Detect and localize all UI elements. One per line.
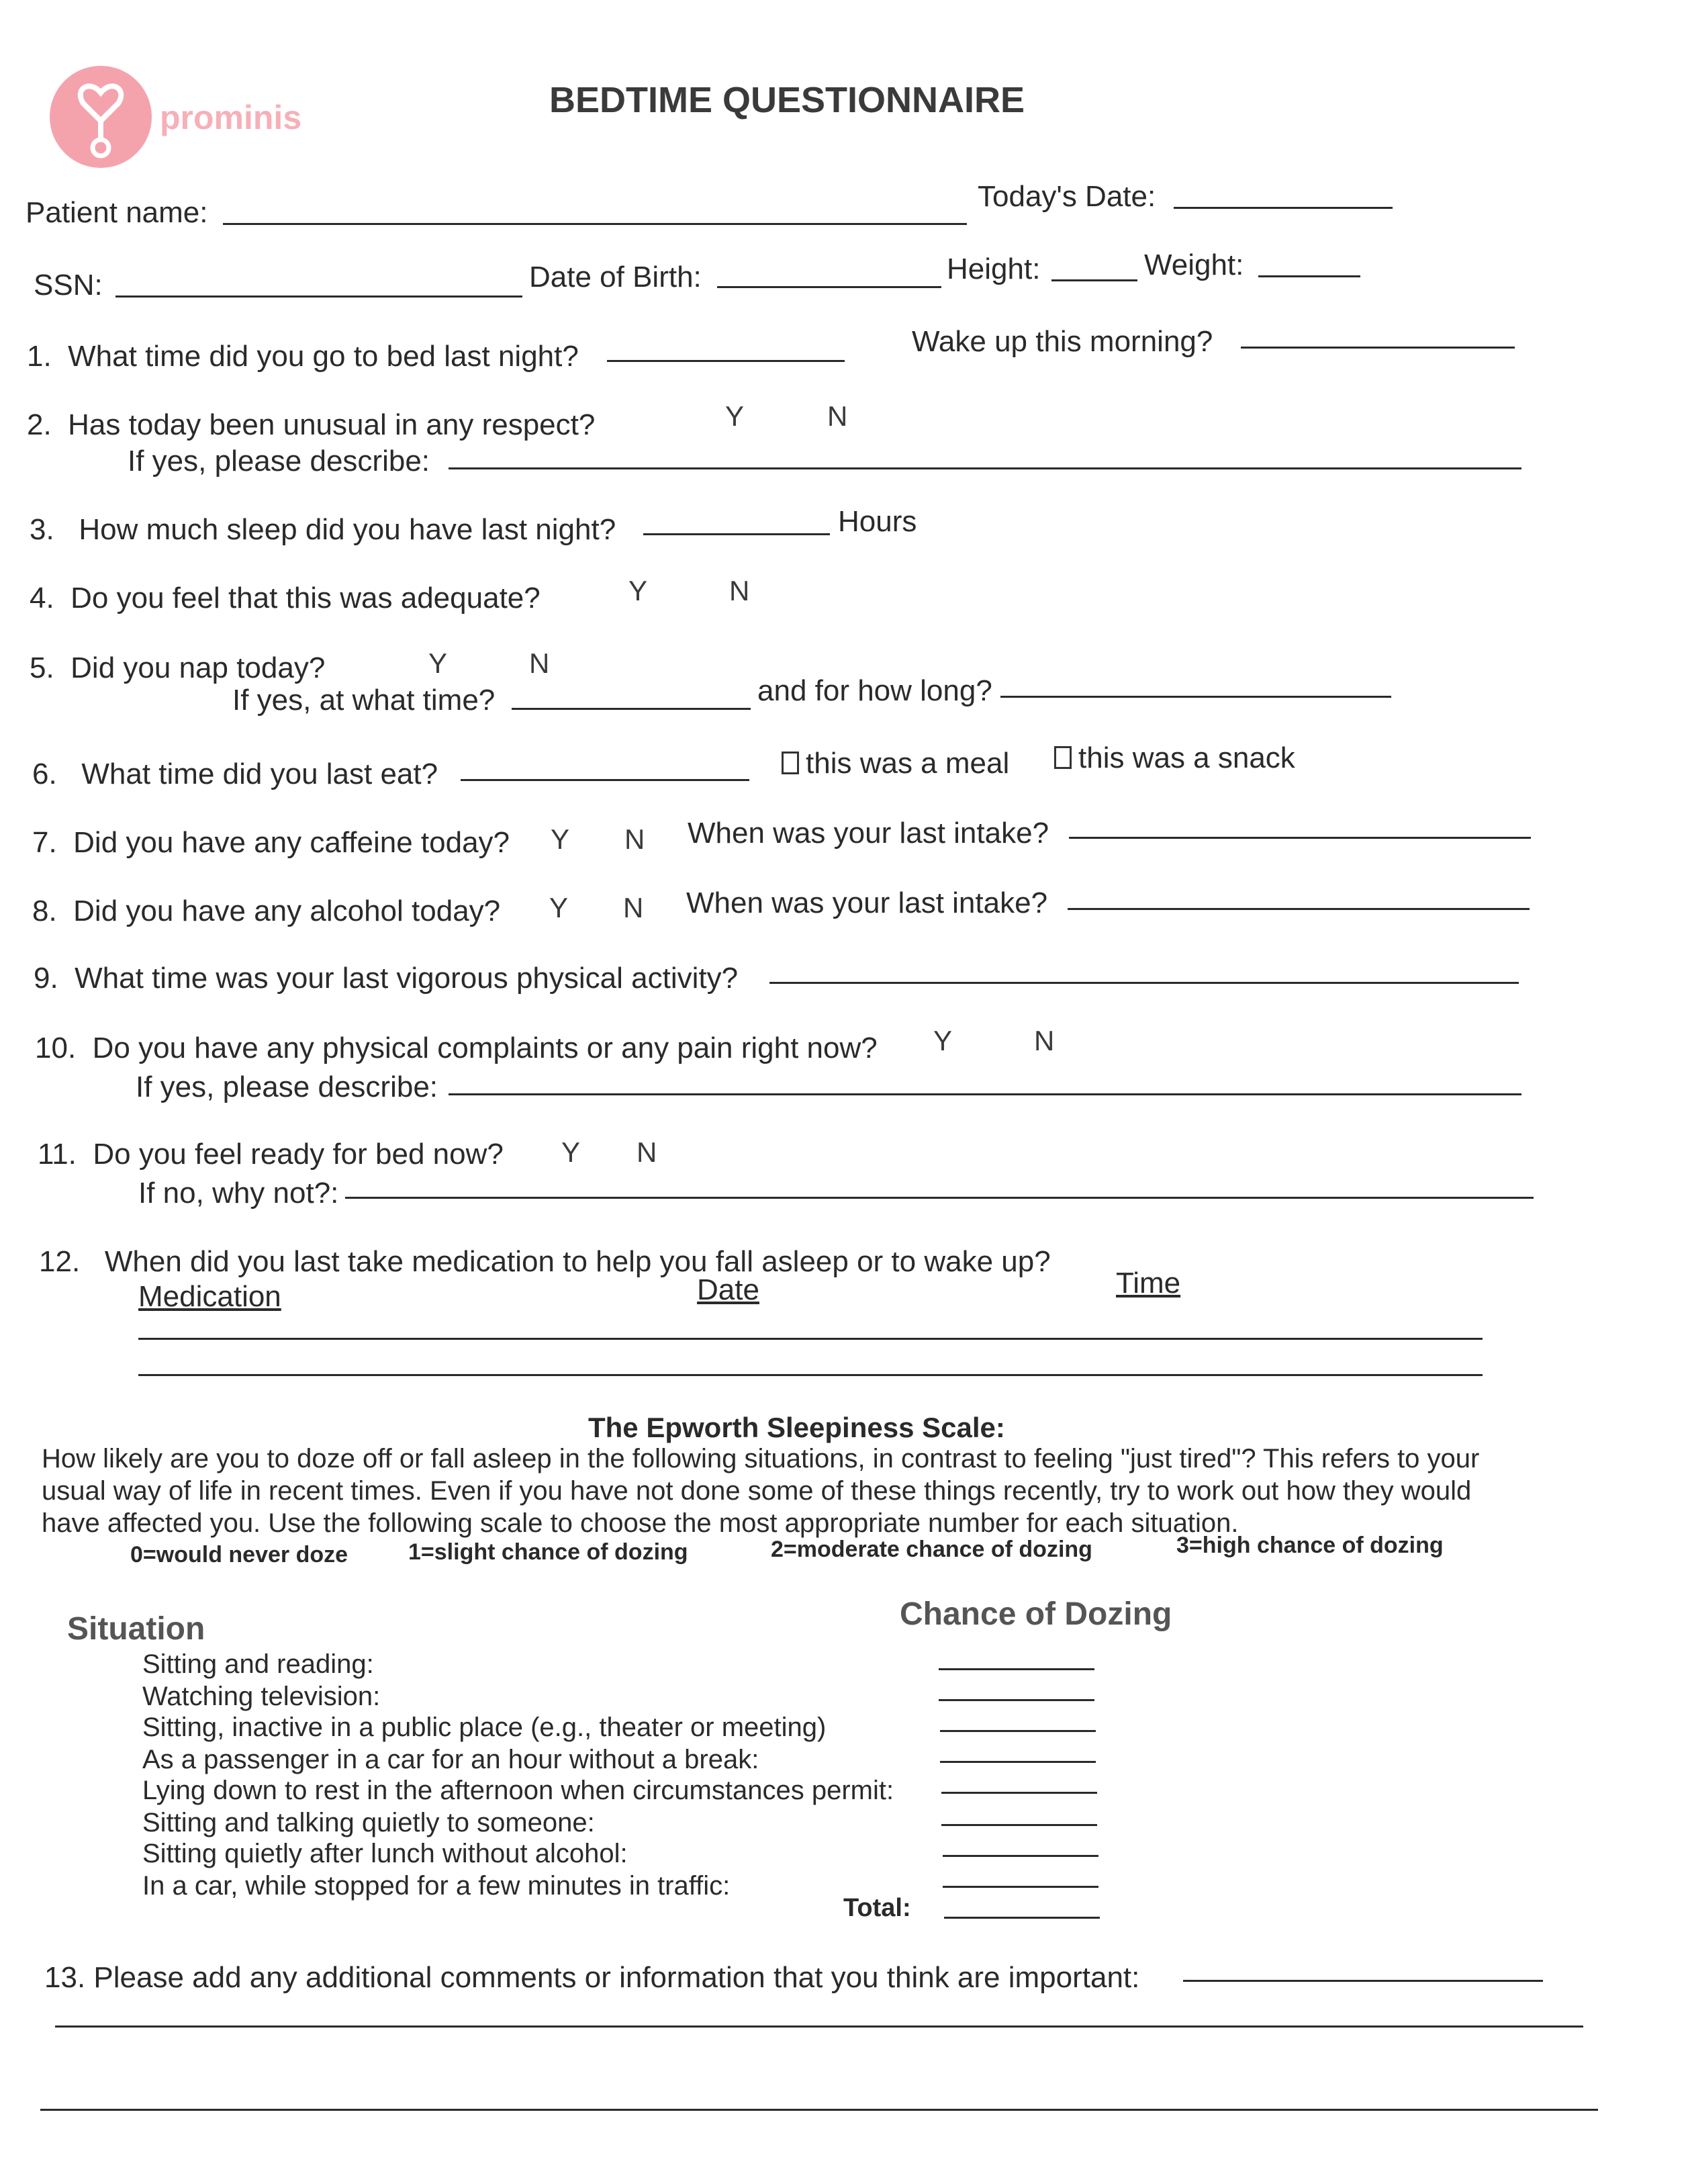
question-9: 9. What time was your last vigorous physical activity?: [34, 962, 739, 995]
prominis-logo: [50, 66, 152, 168]
bedtime-field[interactable]: [607, 360, 845, 362]
dozing-score-3[interactable]: [940, 1730, 1096, 1732]
q4-no-option[interactable]: N: [729, 575, 750, 606]
q10-describe-field[interactable]: [449, 1093, 1521, 1095]
q2-yes-option[interactable]: Y: [725, 400, 745, 432]
nap-duration-field[interactable]: [1000, 696, 1391, 698]
nap-time-field[interactable]: [512, 708, 751, 710]
question-3: 3. How much sleep did you have last night?: [30, 513, 616, 546]
q8-yes-option[interactable]: Y: [549, 892, 569, 923]
scale-1: 1=slight chance of dozing: [408, 1539, 688, 1565]
q8-intake-label: When was your last intake?: [686, 886, 1048, 919]
dozing-score-7[interactable]: [943, 1855, 1098, 1857]
caffeine-intake-field[interactable]: [1069, 837, 1531, 839]
dozing-total-field[interactable]: [944, 1917, 1100, 1919]
q5-no-option[interactable]: N: [529, 647, 550, 679]
date-column-header: Date: [697, 1273, 759, 1306]
patient-name-label: Patient name:: [26, 196, 208, 229]
dob-label: Date of Birth:: [529, 261, 702, 293]
todays-date-label: Today's Date:: [978, 180, 1156, 213]
situation-2: Watching television:: [142, 1682, 381, 1711]
dozing-score-2[interactable]: [939, 1699, 1094, 1701]
q11-no-option[interactable]: N: [637, 1136, 657, 1168]
last-eat-field[interactable]: [461, 779, 749, 781]
situation-5: Lying down to rest in the afternoon when circumstances permit:: [142, 1776, 894, 1805]
scale-3: 3=high chance of dozing: [1176, 1533, 1444, 1558]
question-4: 4. Do you feel that this was adequate?: [30, 582, 541, 615]
physical-activity-field[interactable]: [769, 982, 1519, 984]
medication-row-1[interactable]: [138, 1338, 1483, 1340]
situation-1: Sitting and reading:: [142, 1649, 374, 1679]
situation-8: In a car, while stopped for a few minutes in traffic:: [142, 1871, 731, 1901]
medication-column-header: Medication: [138, 1280, 281, 1313]
question-2: 2. Has today been unusual in any respect?: [27, 408, 596, 441]
epworth-title: The Epworth Sleepiness Scale:: [588, 1412, 1005, 1443]
situation-4: As a passenger in a car for an hour without a break:: [142, 1745, 759, 1774]
q10-no-option[interactable]: N: [1034, 1025, 1055, 1056]
q2-describe-label: If yes, please describe:: [128, 445, 430, 477]
epworth-paragraph-line-2: usual way of life in recent times. Even if you have not done some of these things recently, try to work out how they would: [42, 1476, 1472, 1506]
question-7: 7. Did you have any caffeine today?: [32, 826, 510, 859]
stethoscope-heart-icon: [50, 66, 152, 168]
chance-of-dozing-header: Chance of Dozing: [900, 1596, 1172, 1632]
height-label: Height:: [947, 253, 1041, 285]
alcohol-intake-field[interactable]: [1068, 908, 1530, 910]
q4-yes-option[interactable]: Y: [628, 575, 648, 606]
page-title: BEDTIME QUESTIONNAIRE: [549, 80, 1025, 120]
dob-field[interactable]: [717, 286, 941, 288]
wake-up-field[interactable]: [1241, 347, 1515, 349]
dozing-score-6[interactable]: [941, 1824, 1097, 1826]
question-10: 10. Do you have any physical complaints or any pain right now?: [35, 1032, 878, 1064]
situation-7: Sitting quietly after lunch without alcohol:: [142, 1839, 628, 1868]
q7-no-option[interactable]: N: [624, 823, 645, 855]
logo-text: prominis: [160, 99, 302, 136]
dozing-score-1[interactable]: [939, 1668, 1094, 1670]
medication-row-2[interactable]: [138, 1374, 1483, 1376]
weight-label: Weight:: [1144, 248, 1244, 281]
time-column-header: Time: [1116, 1267, 1181, 1300]
situation-3: Sitting, inactive in a public place (e.g., theater or meeting): [142, 1713, 827, 1742]
q10-describe-label: If yes, please describe:: [136, 1071, 438, 1103]
q5-duration-label: and for how long?: [757, 674, 992, 707]
dozing-score-5[interactable]: [941, 1792, 1097, 1794]
total-label: Total:: [843, 1894, 911, 1922]
q7-yes-option[interactable]: Y: [551, 823, 570, 855]
hours-unit-label: Hours: [838, 505, 917, 538]
weight-field[interactable]: [1258, 275, 1360, 277]
q2-describe-field[interactable]: [449, 467, 1521, 469]
patient-name-field[interactable]: [223, 223, 967, 225]
question-1: 1. What time did you go to bed last night?: [27, 340, 579, 373]
comments-field-1[interactable]: [1183, 1980, 1543, 1982]
epworth-paragraph-line-3: have affected you. Use the following scale to choose the most appropriate number for each situation.: [42, 1508, 1239, 1538]
todays-date-field[interactable]: [1174, 207, 1393, 209]
q7-intake-label: When was your last intake?: [688, 817, 1049, 850]
sleep-hours-field[interactable]: [643, 533, 830, 535]
q11-yes-option[interactable]: Y: [561, 1136, 581, 1168]
question-13: 13. Please add any additional comments or information that you think are important:: [44, 1961, 1140, 1994]
q8-no-option[interactable]: N: [623, 892, 644, 923]
comments-field-2[interactable]: [55, 2026, 1583, 2028]
comments-field-3[interactable]: [40, 2109, 1598, 2111]
question-8: 8. Did you have any alcohol today?: [32, 895, 501, 927]
scale-0: 0=would never doze: [130, 1542, 348, 1567]
ssn-label: SSN:: [34, 269, 103, 302]
height-field[interactable]: [1051, 279, 1137, 281]
question-12: 12. When did you last take medication to help you fall asleep or to wake up?: [39, 1245, 1051, 1278]
scale-2: 2=moderate chance of dozing: [771, 1537, 1092, 1562]
q5-yes-option[interactable]: Y: [428, 647, 448, 679]
question-5: 5. Did you nap today?: [30, 651, 326, 684]
wake-up-label: Wake up this morning?: [912, 325, 1213, 358]
situation-header: Situation: [67, 1611, 205, 1647]
q5-time-label: If yes, at what time?: [232, 684, 496, 717]
q2-no-option[interactable]: N: [827, 400, 848, 432]
q10-yes-option[interactable]: Y: [933, 1025, 953, 1056]
q11-why-field[interactable]: [345, 1197, 1534, 1199]
question-11: 11. Do you feel ready for bed now?: [38, 1138, 504, 1171]
dozing-score-8[interactable]: [943, 1886, 1098, 1888]
q11-why-label: If no, why not?:: [138, 1177, 339, 1210]
situation-6: Sitting and talking quietly to someone:: [142, 1808, 595, 1837]
snack-checkbox[interactable]: this was a snack: [1054, 741, 1295, 775]
meal-checkbox-box[interactable]: [782, 752, 799, 774]
meal-checkbox[interactable]: this was a meal: [782, 747, 1009, 780]
epworth-paragraph-line-1: How likely are you to doze off or fall asleep in the following situations, in contrast to feeling "just tired"? This refers to your: [42, 1444, 1480, 1473]
question-6: 6. What time did you last eat?: [32, 758, 438, 790]
ssn-field[interactable]: [115, 295, 522, 298]
dozing-score-4[interactable]: [940, 1761, 1096, 1763]
snack-checkbox-box[interactable]: [1054, 746, 1072, 769]
